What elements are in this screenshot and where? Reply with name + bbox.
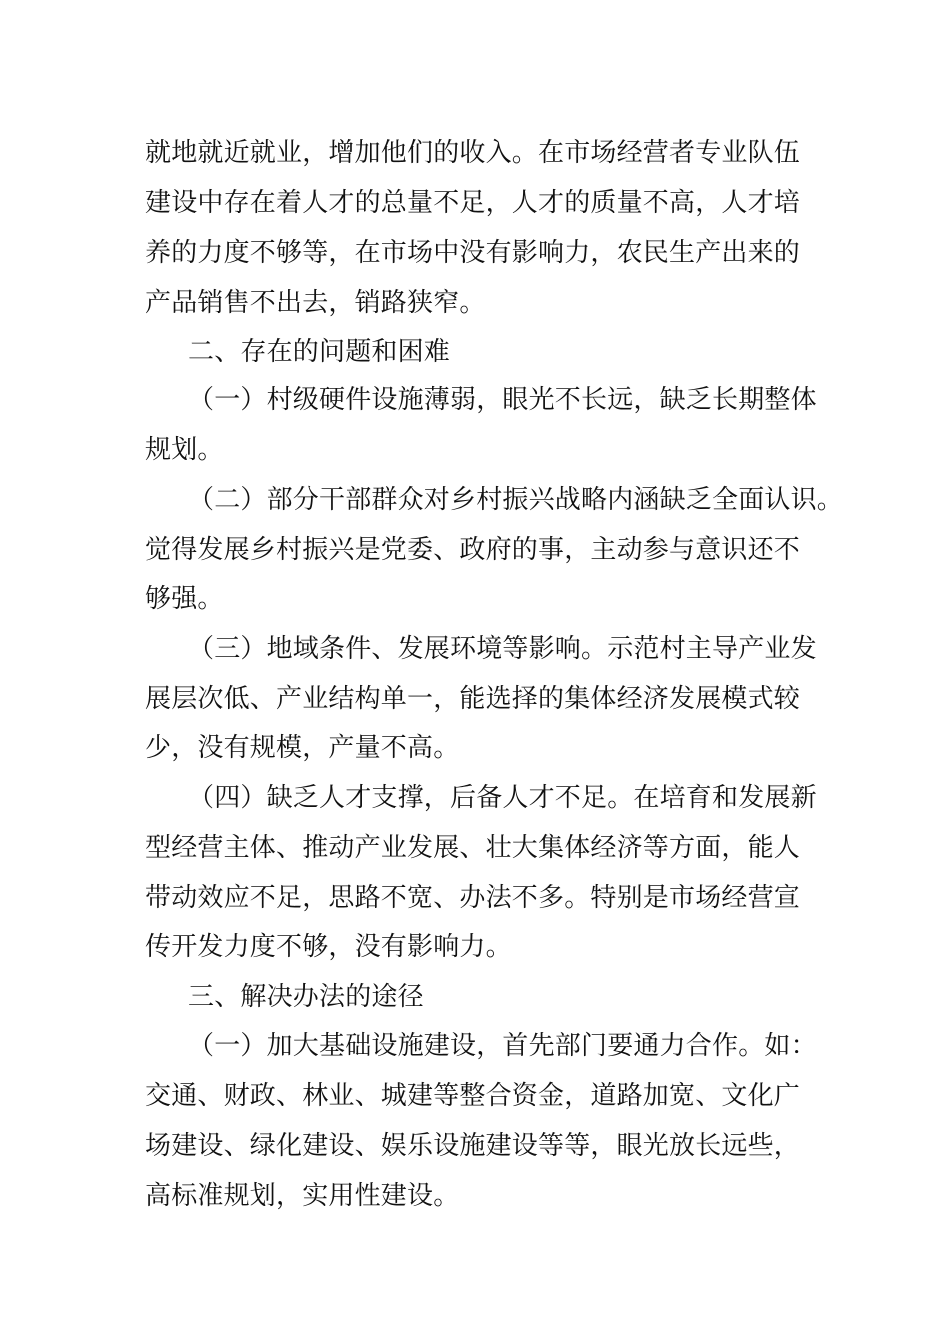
paragraph-line: 高标准规划，实用性建设。 [145,1181,460,1211]
paragraph-line: 养的力度不够等，在市场中没有影响力，农民生产出来的 [145,238,801,268]
paragraph-line: 就地就近就业，增加他们的收入。在市场经营者专业队伍 [145,138,801,168]
paragraph-line: （三）地域条件、发展环境等影响。示范村主导产业发 [188,634,817,664]
paragraph-line: 够强。 [145,584,224,614]
paragraph-line: 展层次低、产业结构单一，能选择的集体经济发展模式较 [145,684,801,714]
paragraph-line: 场建设、绿化建设、娱乐设施建设等等，眼光放长远些， [145,1131,801,1161]
paragraph-line: 型经营主体、推动产业发展、壮大集体经济等方面，能人 [145,833,801,863]
paragraph-line: 少，没有规模，产量不高。 [145,733,460,763]
paragraph-line: 产品销售不出去，销路狭窄。 [145,288,486,318]
paragraph-line: （一）加大基础设施建设，首先部门要通力合作。如： [188,1031,817,1061]
paragraph-line: （一）村级硬件设施薄弱，眼光不长远，缺乏长期整体 [188,385,817,415]
paragraph-line: 规划。 [145,435,224,465]
paragraph-line: 建设中存在着人才的总量不足，人才的质量不高，人才培 [145,188,801,218]
section-heading: 三、解决办法的途径 [188,982,424,1012]
paragraph-line: 交通、财政、林业、城建等整合资金，道路加宽、文化广 [145,1081,801,1111]
paragraph-line: 觉得发展乡村振兴是党委、政府的事，主动参与意识还不 [145,535,801,565]
section-heading: 二、存在的问题和困难 [188,337,451,367]
paragraph-line: 传开发力度不够，没有影响力。 [145,932,512,962]
paragraph-line: 带动效应不足，思路不宽、办法不多。特别是市场经营宣 [145,883,801,913]
paragraph-line: （二）部分干部群众对乡村振兴战略内涵缺乏全面认识。 [188,485,844,515]
paragraph-line: （四）缺乏人才支撑，后备人才不足。在培育和发展新 [188,783,817,813]
